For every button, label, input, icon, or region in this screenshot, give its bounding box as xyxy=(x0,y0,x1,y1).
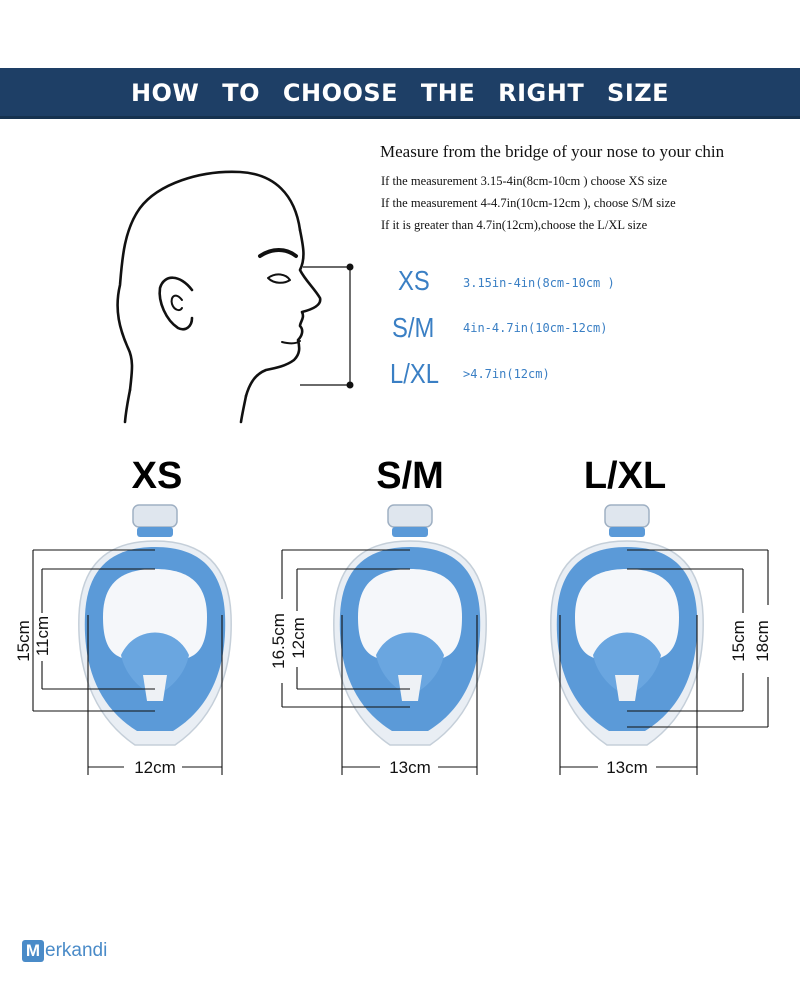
sm-width: 13cm xyxy=(389,758,431,777)
mask-diagrams xyxy=(0,495,800,785)
mask-sm xyxy=(268,505,486,777)
size-range-sm: 4in-4.7in(10cm-12cm) xyxy=(463,321,608,335)
size-code-lxl: L/XL xyxy=(390,358,439,389)
logo-m-box: M xyxy=(22,940,44,962)
xs-width: 12cm xyxy=(134,758,176,777)
mask-label-lxl: L/XL xyxy=(583,455,667,497)
mask-label-xs: XS xyxy=(131,455,183,497)
instruction-line: If it is greater than 4.7in(12cm),choose the L/XL size xyxy=(381,218,648,232)
chin-dot xyxy=(347,382,354,389)
lxl-inner-height: 15cm xyxy=(729,620,748,662)
instruction-line: If the measurement 4-4.7in(10cm-12cm ), choose S/M size xyxy=(381,196,676,210)
lxl-width: 13cm xyxy=(606,758,648,777)
sm-outer-height: 16.5cm xyxy=(269,613,288,669)
mask-lxl xyxy=(551,505,772,777)
nose-bridge-dot xyxy=(347,264,354,271)
mask-label-sm: S/M xyxy=(376,455,444,497)
title-banner xyxy=(0,68,800,119)
size-range-xs: 3.15in-4in(8cm-10cm ) xyxy=(463,276,615,290)
size-code-xs: XS xyxy=(398,265,430,296)
xs-inner-height: 11cm xyxy=(33,615,52,657)
logo-text: erkandi xyxy=(45,940,108,961)
xs-outer-height: 15cm xyxy=(14,620,33,662)
size-code-sm: S/M xyxy=(392,312,435,343)
size-range-lxl: >4.7in(12cm) xyxy=(463,367,550,381)
banner-title: HOW TO CHOOSE THE RIGHT SIZE xyxy=(130,79,670,107)
lxl-outer-height: 18cm xyxy=(753,620,772,662)
measure-heading: Measure from the bridge of your nose to your chin xyxy=(380,142,725,161)
sm-inner-height: 12cm xyxy=(289,617,308,659)
head-profile-illustration xyxy=(100,150,370,425)
mask-xs xyxy=(14,505,231,777)
instruction-line: If the measurement 3.15-4in(8cm-10cm ) choose XS size xyxy=(381,174,668,188)
